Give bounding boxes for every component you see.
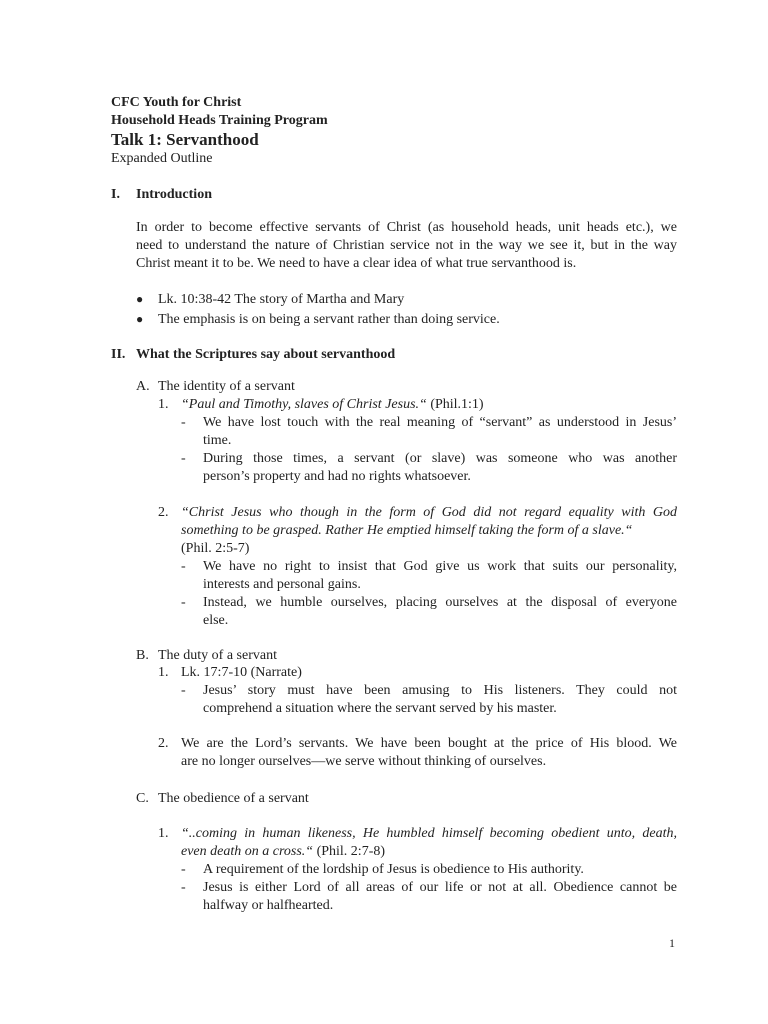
subsection-heading: The identity of a servant (158, 379, 295, 394)
section-1-heading: Introduction (136, 187, 212, 202)
item-number: 2. (158, 736, 169, 751)
dash-marker: - (181, 415, 186, 430)
subsection-heading: The duty of a servant (158, 648, 277, 663)
dash-marker: - (181, 862, 186, 877)
section-2-heading: What the Scriptures say about servanthood (136, 347, 396, 362)
item-number: 1. (158, 397, 169, 412)
bullet-icon: ● (136, 312, 144, 326)
section-2-number: II. (111, 347, 126, 362)
subsection-heading: The obedience of a servant (158, 791, 309, 806)
page-subtitle: Expanded Outline (111, 151, 213, 166)
bullet-icon: ● (136, 292, 144, 306)
subsection-letter: C. (136, 791, 149, 806)
page-number: 1 (669, 936, 675, 950)
scripture-quote-line (181, 843, 385, 861)
scripture-reference: Lk. 17:7-10 (Narrate) (181, 665, 302, 680)
dash-marker: - (181, 683, 186, 698)
dash-marker: - (181, 595, 186, 610)
intro-paragraph-line: need to understand the nature of Christian service not in the way we see it, but in the way (136, 238, 677, 253)
dash-item-line: Instead, we humble ourselves, placing ourselves at the disposal of everyone (203, 595, 677, 610)
dash-item-line: Jesus’ story must have been amusing to His listeners. They could not (203, 683, 677, 698)
item-number: 1. (158, 826, 169, 841)
dash-item-line: comprehend a situation where the servant served by his master. (203, 701, 557, 716)
scripture-reference: (Phil. 2:5-7) (181, 541, 250, 556)
org-name: CFC Youth for Christ (111, 95, 242, 110)
scripture-quote-line: “Christ Jesus who though in the form of God did not regard equality with God (181, 505, 677, 520)
scripture-quote: “Paul and Timothy, slaves of Christ Jesus.“ (181, 397, 427, 412)
body-line: are no longer ourselves—we serve without thinking of ourselves. (181, 754, 547, 769)
list-item: The emphasis is on being a servant rather than doing service. (158, 312, 500, 327)
subsection-letter: B. (136, 648, 149, 663)
dash-item-line: person’s property and had no rights whatsoever. (203, 469, 471, 484)
program-name: Household Heads Training Program (111, 113, 328, 128)
scripture-quote-line (181, 396, 484, 414)
dash-item-line: halfway or halfhearted. (203, 898, 334, 913)
scripture-reference: (Phil.1:1) (426, 397, 484, 412)
intro-paragraph-line: In order to become effective servants of Christ (as household heads, unit heads etc.), we (136, 220, 677, 235)
dash-item-line: We have no right to insist that God give us work that suits our personality, (203, 559, 677, 574)
dash-item-line: Jesus is either Lord of all areas of our life or not at all. Obedience cannot be (203, 880, 677, 895)
intro-paragraph-line: Christ meant it to be. We need to have a clear idea of what true servanthood is. (136, 256, 577, 271)
scripture-quote: even death on a cross.“ (181, 844, 314, 859)
dash-item-line: During those times, a servant (or slave) was someone who was another (203, 451, 677, 466)
subsection-letter: A. (136, 379, 150, 394)
dash-item-line: time. (203, 433, 232, 448)
dash-marker: - (181, 880, 186, 895)
item-number: 1. (158, 665, 169, 680)
dash-marker: - (181, 451, 186, 466)
dash-marker: - (181, 559, 186, 574)
scripture-quote-line: something to be grasped. Rather He emptied himself taking the form of a slave.“ (181, 523, 633, 538)
item-number: 2. (158, 505, 169, 520)
list-item: Lk. 10:38-42 The story of Martha and Mary (158, 292, 405, 307)
page-title: Talk 1: Servanthood (111, 130, 259, 149)
scripture-reference: (Phil. 2:7-8) (313, 844, 386, 859)
dash-item-line: A requirement of the lordship of Jesus is obedience to His authority. (203, 862, 584, 877)
dash-item-line: interests and personal gains. (203, 577, 361, 592)
section-1-number: I. (111, 187, 120, 202)
dash-item-line: else. (203, 613, 229, 628)
scripture-quote-line: “..coming in human likeness, He humbled himself becoming obedient unto, death, (181, 826, 677, 841)
body-line: We are the Lord’s servants. We have been bought at the price of His blood. We (181, 736, 677, 751)
dash-item-line: We have lost touch with the real meaning of “servant” as understood in Jesus’ (203, 415, 677, 430)
